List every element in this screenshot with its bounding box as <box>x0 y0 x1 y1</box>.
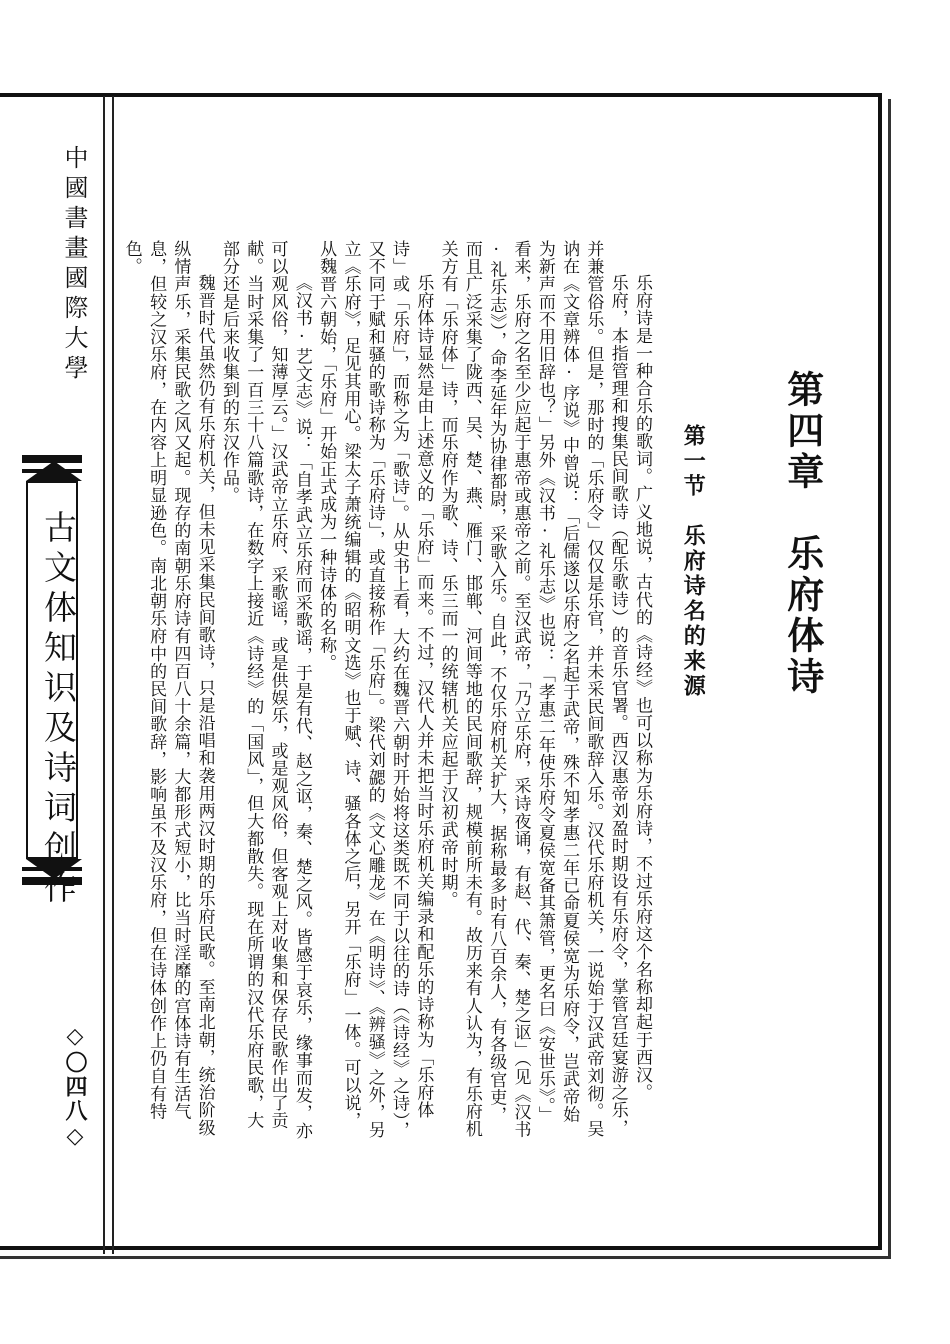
paragraph: 乐府体诗显然是由上述意义的「乐府」而来。不过，汉代人并未把当时乐府机关编录和配乐的诗称为「乐府体诗」或「乐府」，而称之为「歌诗」。从史书上看，大约在魏晋六朝时开始将这类既不同于以往的诗（《诗经》之诗），又不同于赋和骚的歌诗称为「乐府诗」，或直接称作「乐府」。梁代刘勰的《文心雕龙》在《明诗》、《辨骚》之外，另立《乐府》，足见其用心。梁太子萧统编辑的《昭明文选》也于赋、诗、骚各体之后，另开「乐府」一体。可以说，从魏晋六朝始，「乐府」开始正式成为一种诗体的名称。 <box>316 240 434 1139</box>
body-text <box>119 240 654 1140</box>
page-number: ◇〇四八◇ <box>62 1023 88 1151</box>
section-title: 第一节 乐府诗名的来源 <box>680 424 706 699</box>
paragraph: 乐府诗是一种合乐的歌词。广义地说，古代的《诗经》也可以称为乐府诗，不过乐府这个名称却起于西汉。 <box>632 274 652 1102</box>
paragraph: 《汉书·艺文志》说：「自孝武立乐府而采歌谣，于是有代、赵之讴，秦、楚之风。皆感于哀乐，缘事而发，亦可以观风俗，知薄厚云。」汉武帝立乐府、采歌谣，或是供娱乐，或是观风俗，但客观上对收集和保存民歌作出了贡献。当时采集了一百三十八篇歌诗，在数字上接近《诗经》的「国风」，但大都散失。现在所谓的汉代乐府民歌，大部分还是后来收集到的东汉作品。 <box>218 240 312 1140</box>
series-title: 中國書畫國際大學 <box>60 145 88 385</box>
sidebar-divider-line <box>103 96 105 1254</box>
paragraph: 乐府，本指管理和搜集民间歌诗（配乐歌诗）的音乐官署。西汉惠帝刘盈时期设有乐府令，掌管宫廷宴游之乐，并兼管俗乐。但是，那时的「乐府令」仅仅是乐官，并未采民间歌辞入乐。汉代乐府机关，一说始于汉武帝刘彻。吴讷在《文章辨体·序说》中曾说：「后儒遂以乐府之名起于武帝，殊不知孝惠二年已命夏侯宽为乐府令，岂武帝始为新声而不用旧辞也？」另外《汉书·礼乐志》也说：「孝惠二年使乐府令夏侯宽备其箫管，更名曰《安世乐》。」看来，乐府之名至少应起于惠帝或惠帝之前。至汉武帝，「乃立乐府，采诗夜诵，有赵、代、秦、楚之讴」（见《汉书·礼乐志》），命李延年为协律都尉，采歌入乐。自此，不仅乐府机关扩大，据称最多时有八百余人，有各级官吏，而且广泛采集了陇西、吴、楚、燕、雁门、邯郸、河间等地的民间歌辞，规模前所未有。故历来有人认为，有乐府机关方有「乐府体」诗，而乐府作为歌、诗、乐三而一的统辖机关应起于汉初武帝时期。 <box>437 240 628 1139</box>
paragraph: 魏晋时代虽然仍有乐府机关，但未见采集民间歌诗，只是沿唱和袭用两汉时期的乐府民歌。至南北朝，统治阶级纵情声乐，采集民歌之风又起。现存的南朝乐府诗有四百八十余篇，大都形式短小，比当时淫靡的宫体诗有生活气息，但较之汉乐府，在内容上明显逊色。南北朝乐府中的民间歌辞，影响虽不及汉乐府，但在诗体创作上仍自有特色。 <box>121 240 215 1137</box>
sidebar-divider-line <box>112 96 114 1254</box>
chapter-title: 第四章 乐府体诗 <box>780 370 824 698</box>
book-title: 古文体知识及诗词创作 <box>39 510 78 910</box>
